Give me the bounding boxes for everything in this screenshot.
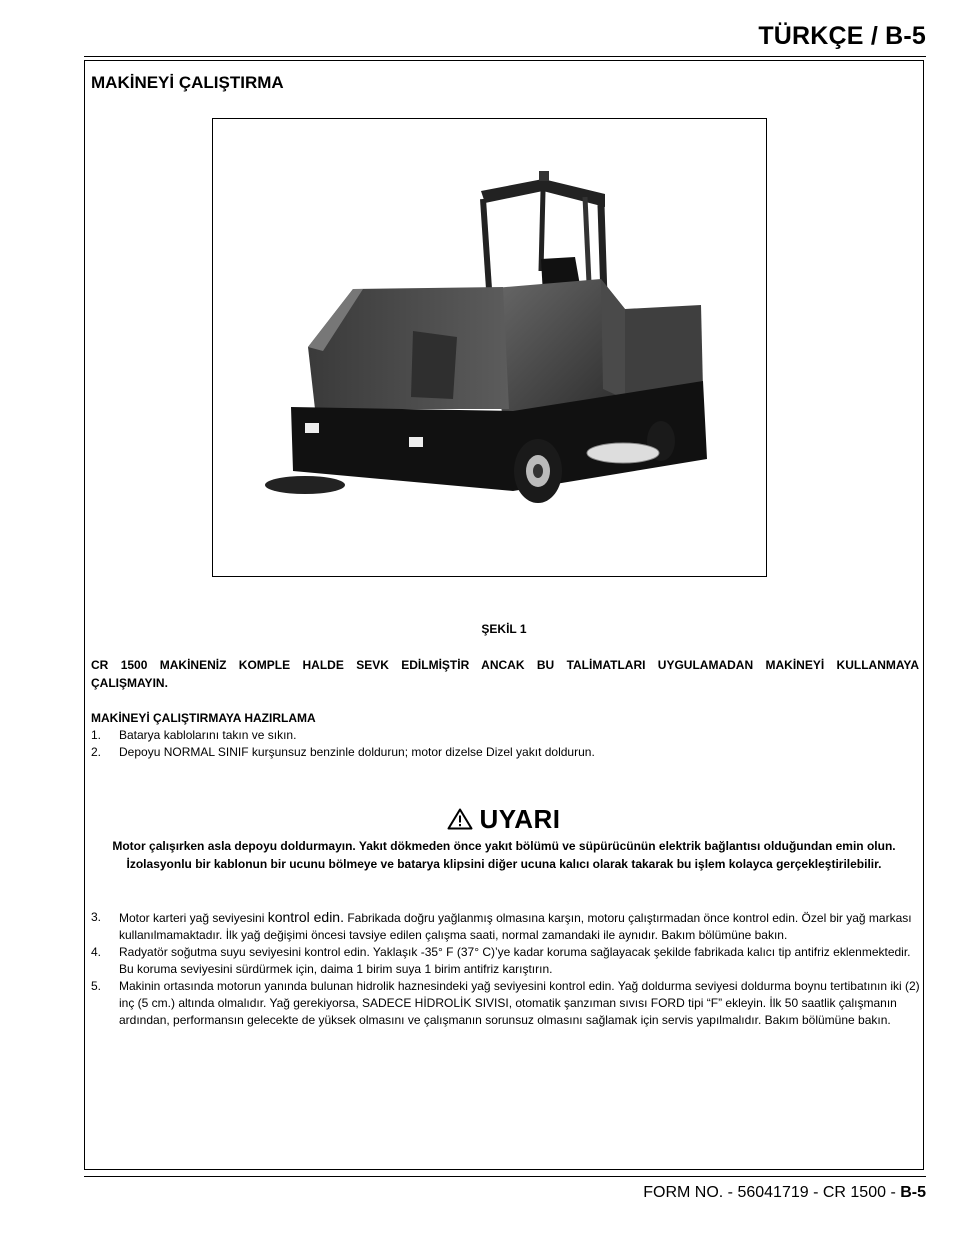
footer-form-number: FORM NO. - 56041719 - CR 1500 - xyxy=(643,1184,901,1201)
steps-list xyxy=(91,909,921,1029)
item-number: 2. xyxy=(91,745,102,759)
list-item xyxy=(91,944,921,978)
item-text: Makinin ortasında motorun yanında bulunan hidrolik haznesindeki yağ seviyesini kontrol edin. Yağ doldurma seviyesi doldurma boynu tertibatının iki (2) inç (5 cm.) altında olmalıdır. Yağ gerekiyorsa, SADECE HİDROLİK SIVISI, otomatik şanzıman sıvısı FORD tipi “F” ekleyin. İlk 50 saatlik çalışmanın ardından, performansın gelecekte de yüksek olmasını ve çalışmanın sorunsuz olmasını sağlamak için servis yapılmalıdır. Bakım bölümüne bakın. xyxy=(119,979,920,1027)
item-emphasis: kontrol edin. xyxy=(267,909,344,925)
item-number: 3. xyxy=(91,910,102,924)
warning-heading xyxy=(84,804,924,837)
list-item xyxy=(91,727,921,744)
item-text: Fabrikada doğru yağlanmış olmasına karşın, motoru çalıştırmadan önce kontrol edin. Özel bir yağ markası kullanılmamaktadır. İlk yağ değişimi öncesi tavsiye edilen çalışma saati, normal zamandaki ile aynıdır. Bakım bölümüne bakın. xyxy=(119,911,912,942)
item-number: 1. xyxy=(91,728,102,742)
list-item xyxy=(91,978,921,1029)
item-text: Batarya kablolarını takın ve sıkın. xyxy=(119,728,297,742)
footer-divider xyxy=(84,1176,926,1177)
item-lead: Motor karteri yağ seviyesini xyxy=(119,911,268,925)
header-divider xyxy=(84,56,926,57)
item-number: 4. xyxy=(91,945,102,959)
prep-section-title: MAKİNEYİ ÇALIŞTIRMAYA HAZIRLAMA xyxy=(91,711,316,725)
item-number: 5. xyxy=(91,979,102,993)
warning-triangle-icon xyxy=(447,806,473,837)
sweeper-illustration xyxy=(213,119,766,576)
page-header-title: TÜRKÇE / B-5 xyxy=(758,22,926,50)
page-footer xyxy=(643,1184,926,1202)
list-item xyxy=(91,909,921,944)
list-item xyxy=(91,744,921,761)
prep-list xyxy=(91,727,921,761)
figure-sweeper-photo xyxy=(212,118,767,577)
warning-title: UYARI xyxy=(479,804,561,834)
item-text: Radyatör soğutma suyu seviyesini kontrol edin. Yaklaşık -35° F (37° C)’ye kadar koruma sağlayacak şekilde fabrikada kalıcı tip antifriz eklenmektedir. Bu koruma seviyesini sürdürmek için, daima 1 birim suya 1 birim antifriz karıştırın. xyxy=(119,945,911,976)
figure-caption: ŞEKİL 1 xyxy=(481,622,527,636)
footer-page-number: B-5 xyxy=(900,1184,926,1201)
warning-text: Motor çalışırken asla depoyu doldurmayın. Yakıt dökmeden önce yakıt bölümü ve süpürücünün elektrik bağlantısı olduğundan emin olun. İzolasyonlu bir kablonun bir ucunu bölmeye ve batarya klipsini diğer ucuna kalıcı olarak takarak bu işlem kolayca gerçekleştirilebilir. xyxy=(112,839,896,871)
shipping-notice: CR 1500 MAKİNENİZ KOMPLE HALDE SEVK EDİLMİŞTİR ANCAK BU TALİMATLARI UYGULAMADAN MAKİNEYİ KULLANMAYA ÇALIŞMAYIN. xyxy=(91,658,919,690)
item-text: Depoyu NORMAL SINIF kurşunsuz benzinle doldurun; motor dizelse Dizel yakıt doldurun. xyxy=(119,745,595,759)
section-title: MAKİNEYİ ÇALIŞTIRMA xyxy=(91,73,284,92)
